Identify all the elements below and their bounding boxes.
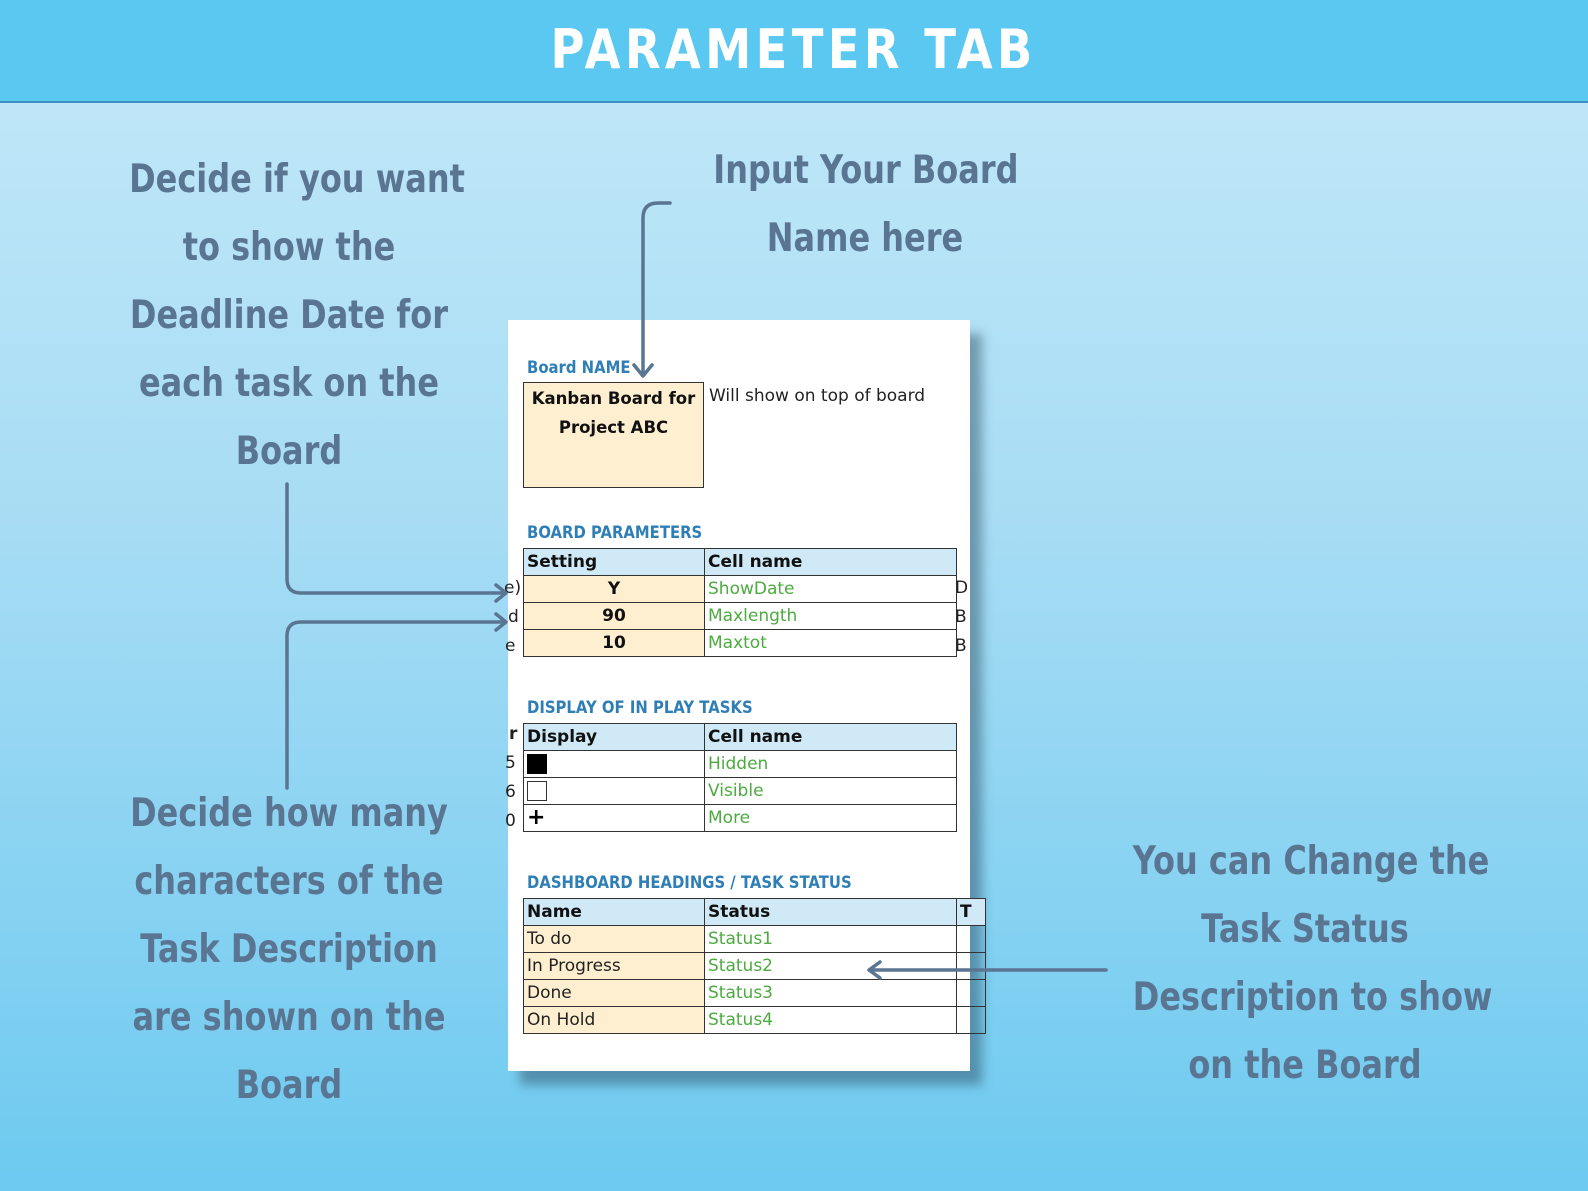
display-cell[interactable] [524, 805, 705, 832]
column-header: Name [524, 899, 705, 926]
table-row [524, 1007, 986, 1034]
callout-line: You can Change the [1132, 839, 1490, 884]
characters-arrowhead [496, 614, 506, 630]
table-header-row [524, 549, 957, 576]
column-header: Display [524, 724, 705, 751]
cell-name: Hidden [705, 751, 957, 778]
parameter-sheet [504, 320, 972, 1071]
table-row [524, 953, 986, 980]
page-title: PARAMETER TAB [550, 18, 1037, 81]
table-row [524, 751, 957, 778]
display-cell[interactable] [524, 778, 705, 805]
dashboard-headings-title: DASHBOARD HEADINGS / TASK STATUS [527, 873, 852, 892]
display-cell[interactable] [524, 751, 705, 778]
cell-name: Visible [705, 778, 957, 805]
callout-line: Deadline Date for [129, 293, 449, 338]
callout-line: Description to show [1132, 975, 1493, 1020]
row-right-fragment: B [955, 607, 967, 627]
status-name-cell[interactable]: In Progress [524, 953, 705, 980]
row-left-fragment: e) [504, 578, 522, 598]
board-name-line: Kanban Board for [531, 389, 696, 408]
cell-name: Maxtot [705, 630, 957, 657]
callout-line: characters of the [134, 859, 444, 904]
callout-line: Task Description [140, 927, 438, 972]
column-header: Status [705, 899, 957, 926]
row-left-fragment: 0 [505, 811, 516, 831]
cell-name: Maxlength [705, 603, 957, 630]
row-left-fragment: 5 [505, 753, 516, 773]
display-tasks-table [523, 723, 957, 832]
title-banner [0, 0, 1588, 103]
table-row [524, 576, 957, 603]
max-length-setting[interactable]: 90 [524, 603, 705, 630]
column-header: Cell name [705, 724, 957, 751]
table-row [524, 603, 957, 630]
table-header-row [524, 899, 986, 926]
extra-cell [957, 1007, 986, 1034]
column-header: Cell name [705, 549, 957, 576]
characters-arrow [287, 622, 504, 788]
row-left-fragment: e [505, 636, 516, 656]
callout-line: are shown on the [132, 995, 446, 1040]
cell-name: ShowDate [705, 576, 957, 603]
callout-line: Decide if you want [129, 157, 465, 202]
table-row [524, 805, 957, 832]
status-name-cell[interactable]: To do [524, 926, 705, 953]
cell-name: More [705, 805, 957, 832]
table-row [524, 630, 957, 657]
callout-task-status [1132, 828, 1493, 1100]
extra-cell [957, 953, 986, 980]
row-left-fragment: d [508, 607, 519, 627]
column-header: T [957, 899, 986, 926]
white-square-icon [527, 781, 547, 801]
callout-line: each task on the [138, 361, 440, 406]
dashboard-headings-table [523, 898, 986, 1034]
deadline-arrow [287, 484, 504, 593]
black-square-icon [527, 754, 547, 774]
table-row [524, 778, 957, 805]
status-cell: Status4 [705, 1007, 957, 1034]
callout-line: to show the [182, 225, 396, 270]
table-row [524, 980, 986, 1007]
board-parameters-table [523, 548, 957, 657]
status-name-cell[interactable]: On Hold [524, 1007, 705, 1034]
status-cell: Status2 [705, 953, 957, 980]
callout-line: Task Status [1201, 907, 1409, 952]
board-name-input[interactable] [523, 382, 704, 488]
callout-line: Board [235, 1063, 343, 1108]
table-row [524, 926, 986, 953]
board-parameters-title: BOARD PARAMETERS [527, 523, 703, 542]
status-name-cell[interactable]: Done [524, 980, 705, 1007]
callout-deadline-date [129, 146, 465, 486]
board-name-line: Project ABC [558, 418, 669, 437]
column-header: Setting [524, 549, 705, 576]
status-cell: Status3 [705, 980, 957, 1007]
plus-icon: + [527, 805, 546, 830]
callout-task-characters [129, 780, 449, 1120]
show-date-setting[interactable]: Y [524, 576, 705, 603]
row-right-fragment: B [955, 636, 967, 656]
extra-cell [957, 926, 986, 953]
board-name-note: Will show on top of board [709, 386, 926, 406]
extra-cell [957, 980, 986, 1007]
row-left-fragment: 6 [505, 782, 516, 802]
max-total-setting[interactable]: 10 [524, 630, 705, 657]
callout-line: on the Board [1188, 1043, 1422, 1088]
callout-line: Input Your Board [713, 148, 1019, 193]
board-name-title: Board NAME [527, 358, 631, 377]
display-tasks-title: DISPLAY OF IN PLAY TASKS [527, 698, 753, 717]
callout-line: Name here [766, 216, 964, 261]
row-right-fragment: D [955, 578, 969, 598]
row-left-fragment: r [509, 724, 518, 744]
status-cell: Status1 [705, 926, 957, 953]
callout-board-name [713, 137, 1019, 273]
table-header-row [524, 724, 957, 751]
callout-line: Board [235, 429, 343, 474]
callout-line: Decide how many [130, 791, 448, 836]
